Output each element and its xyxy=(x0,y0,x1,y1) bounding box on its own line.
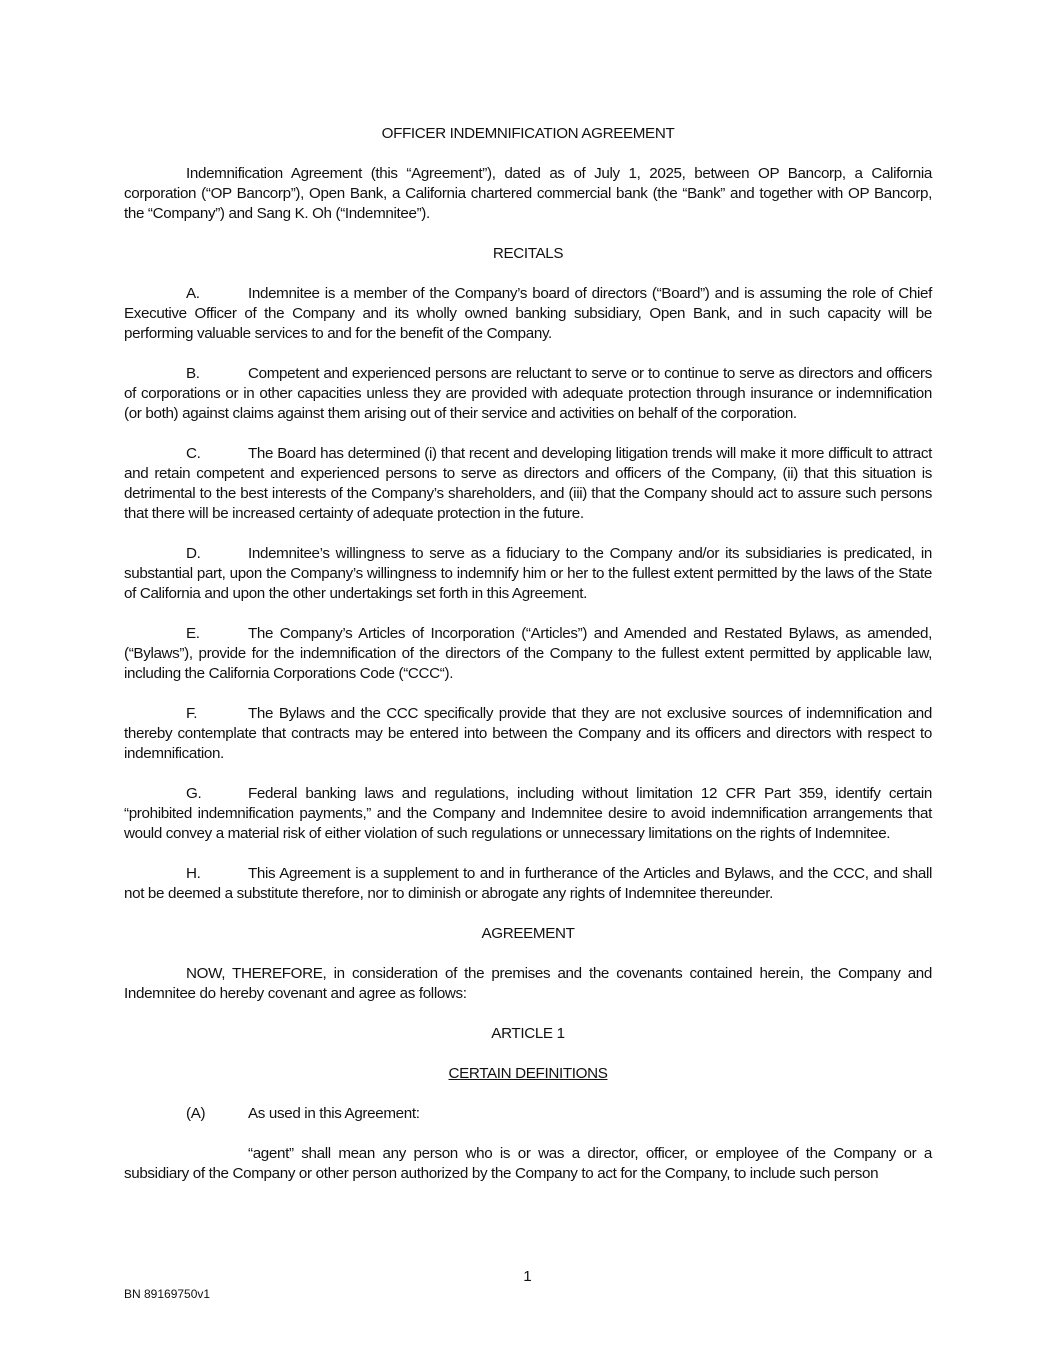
recital-text: Competent and experienced persons are reluctant to serve or to continue to serve as directors and officers of corporations or in other capacities unless they are provided with adequate protection through insurance or indemnification (or both) against claims against them arising out of their service and activities on behalf of the corporation. xyxy=(124,365,932,422)
recital-label: A. xyxy=(186,285,200,302)
recital-paragraph xyxy=(124,284,932,344)
page-number: 1 xyxy=(523,1268,532,1285)
recital-text: This Agreement is a supplement to and in furtherance of the Articles and Bylaws, and the CCC, and shall not be deemed a substitute therefore, nor to diminish or abrogate any rights of Indemnitee thereunder. xyxy=(124,865,932,902)
recital-label: C. xyxy=(186,445,201,462)
recital-paragraph xyxy=(124,444,932,524)
recital-paragraph xyxy=(124,784,932,844)
recital-paragraph xyxy=(124,864,932,904)
document-page xyxy=(124,124,932,1184)
definition-agent: “agent” shall mean any person who is or was a director, officer, or employee of the Company or a subsidiary of the Company or other person authorized by the Company to act for the Company, to include such person xyxy=(124,1145,932,1182)
recital-paragraph xyxy=(124,704,932,764)
subsection-label: (A) xyxy=(186,1105,206,1122)
recital-label: G. xyxy=(186,785,202,802)
agreement-intro-paragraph: NOW, THEREFORE, in consideration of the premises and the covenants contained herein, the Company and Indemnitee do hereby covenant and agree as follows: xyxy=(124,965,932,1002)
recitals-heading: RECITALS xyxy=(492,245,564,262)
recital-paragraph xyxy=(124,624,932,684)
recital-text: The Bylaws and the CCC specifically provide that they are not exclusive sources of indemnification and thereby contemplate that contracts may be entered into between the Company and its officers and directors with respect to indemnification. xyxy=(124,705,932,762)
recital-paragraph xyxy=(124,364,932,424)
article-heading: ARTICLE 1 xyxy=(491,1025,565,1042)
document-title: OFFICER INDEMNIFICATION AGREEMENT xyxy=(381,125,675,142)
recital-label: B. xyxy=(186,365,200,382)
recital-label: E. xyxy=(186,625,200,642)
recital-label: D. xyxy=(186,545,201,562)
recital-text: Indemnitee is a member of the Company’s board of directors (“Board”) and is assuming the role of Chief Executive Officer of the Company and its wholly owned banking subsidiary, Open Bank, and in such capacity will be performing valuable services to and for the benefit of the Company. xyxy=(124,285,932,342)
subsection-text: As used in this Agreement: xyxy=(248,1105,420,1122)
recitals-list xyxy=(124,284,932,924)
subsection-a xyxy=(124,1104,932,1124)
recital-label: H. xyxy=(186,865,201,882)
recital-text: Federal banking laws and regulations, including without limitation 12 CFR Part 359, identify certain “prohibited indemnification payments,” and the Company and Indemnitee desire to avoid indemnification arrangements that would convey a material risk of either violation of such regulations or unnecessary limitations on the rights of Indemnitee. xyxy=(124,785,932,842)
agreement-heading: AGREEMENT xyxy=(481,925,575,942)
article-subheading-text: CERTAIN DEFINITIONS xyxy=(448,1065,608,1082)
recital-text: The Board has determined (i) that recent and developing litigation trends will make it more difficult to attract and retain competent and experienced persons to serve as directors and officers of the Company, (ii) that this situation is detrimental to the best interests of the Company’s shareholders, and (iii) that the Company should act to assure such persons that there will be increased certainty of adequate protection in the future. xyxy=(124,445,932,522)
recital-paragraph xyxy=(124,544,932,604)
article-subheading xyxy=(124,1064,932,1084)
intro-paragraph: Indemnification Agreement (this “Agreement”), dated as of July 1, 2025, between OP Bancorp, a California corporation (“OP Bancorp”), Open Bank, a California chartered commercial bank (the “Bank” and together with OP Bancorp, the “Company”) and Sang K. Oh (“Indemnitee”). xyxy=(124,165,932,222)
recital-label: F. xyxy=(186,705,198,722)
recital-text: Indemnitee’s willingness to serve as a fiduciary to the Company and/or its subsidiaries is predicated, in substantial part, upon the Company’s willingness to indemnify him or her to the fullest extent permitted by the laws of the State of California and upon the other undertakings set forth in this Agreement. xyxy=(124,545,932,602)
recital-text: The Company’s Articles of Incorporation (“Articles”) and Amended and Restated Bylaws, as amended, (“Bylaws”), provide for the indemnification of the directors of the Company to the fullest extent permitted by applicable law, including the California Corporations Code (“CCC“). xyxy=(124,625,932,682)
document-id: BN 89169750v1 xyxy=(124,1287,211,1301)
